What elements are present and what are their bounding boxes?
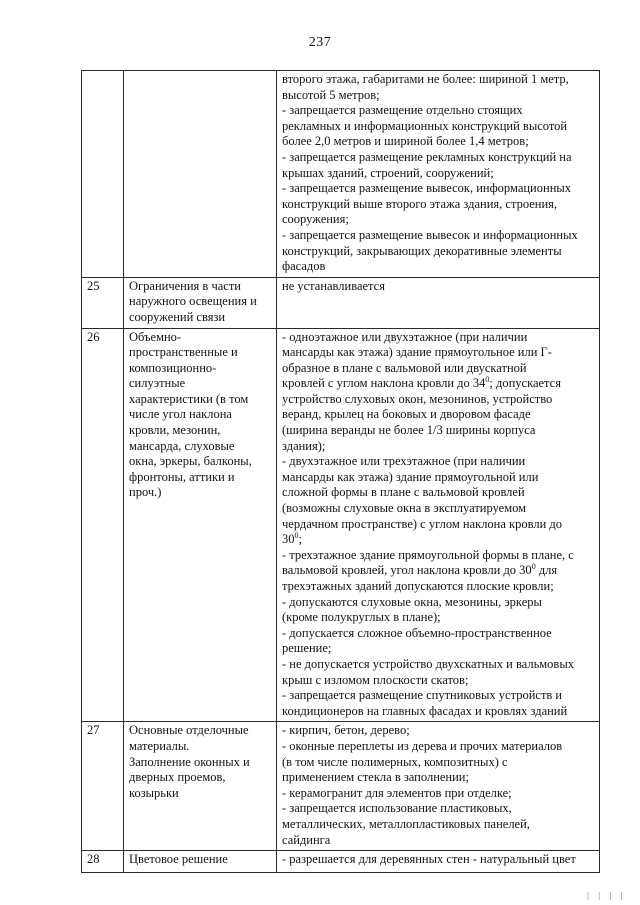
parameter-name-line: композиционно- xyxy=(129,360,217,375)
table-row xyxy=(82,851,600,873)
value-text: не устанавливается xyxy=(282,278,385,293)
parameter-value-line xyxy=(282,501,595,517)
value-text: - одноэтажное или двухэтажное (при наличии xyxy=(282,329,528,344)
parameter-name-line: Ограничения в части xyxy=(129,278,241,293)
value-text: образное в плане с вальмовой или двускатной xyxy=(282,360,527,375)
scan-margin-marks: | | | | xyxy=(586,891,626,900)
parameter-value-line xyxy=(282,563,595,579)
parameter-value-line xyxy=(282,770,595,786)
value-text: (в том числе полимерных, композитных) с xyxy=(282,754,508,769)
parameter-name-line: Заполнение оконных и xyxy=(129,754,250,769)
parameter-value-line xyxy=(282,723,595,739)
parameter-value-cell xyxy=(277,722,600,851)
parameter-name-line: проч.) xyxy=(129,485,162,500)
table-row xyxy=(82,722,600,851)
value-text: - трехэтажное здание прямоугольной формы в плане, с xyxy=(282,547,574,562)
parameter-value-line xyxy=(282,407,595,423)
table-row xyxy=(82,71,600,278)
value-text: - запрещается размещение спутниковых устройств и xyxy=(282,688,563,703)
parameter-value-cell xyxy=(277,851,600,873)
parameter-value-line xyxy=(282,579,595,595)
row-number-cell xyxy=(82,71,124,278)
value-text: мансарды как этажа) здание прямоугольной или xyxy=(282,469,539,484)
value-text: применением стекла в заполнении; xyxy=(282,770,469,785)
value-text: фасадов xyxy=(282,259,326,274)
value-text: чердачном пространстве) с углом наклона кровли до xyxy=(282,516,563,531)
value-text: сооружения; xyxy=(282,212,349,227)
value-text: - запрещается использование пластиковых, xyxy=(282,801,512,816)
parameter-value-line xyxy=(282,197,595,213)
parameter-name-line: фронтоны, аттики и xyxy=(129,469,235,484)
parameter-name-line: наружного освещения и xyxy=(129,294,257,309)
parameter-value-line xyxy=(282,517,595,533)
value-text: сложной формы в плане с вальмовой кровлей xyxy=(282,485,525,500)
parameter-name-cell xyxy=(124,722,277,851)
parameter-value-line xyxy=(282,212,595,228)
parameter-value-line xyxy=(282,439,595,455)
parameter-value-line xyxy=(282,704,595,720)
parameter-value-line xyxy=(282,259,595,275)
value-text: вальмовой кровлей, угол наклона кровли до 30 xyxy=(282,563,532,578)
parameter-value-line xyxy=(282,279,595,295)
value-text: - запрещается размещение вывесок и информационных xyxy=(282,227,578,242)
value-text: крыш с изломом плоскости скатов; xyxy=(282,672,469,687)
parameter-name-line: окна, эркеры, балконы, xyxy=(129,454,252,469)
parameter-value-line xyxy=(282,376,595,392)
parameter-value-line xyxy=(282,166,595,182)
parameter-value-line xyxy=(282,330,595,346)
parameter-name-line: характеристики (в том xyxy=(129,391,249,406)
value-text: трехэтажных зданий допускаются плоские кровли; xyxy=(282,579,554,593)
parameter-name-line: Цветовое решение xyxy=(129,852,228,867)
parameter-value-line xyxy=(282,345,595,361)
parameter-name-line: силуэтные xyxy=(129,376,186,391)
parameter-value-line xyxy=(282,610,595,626)
value-text: - кирпич, бетон, дерево; xyxy=(282,723,410,738)
parameter-value-line xyxy=(282,392,595,408)
value-text: кровлей с углом наклона кровли до 34 xyxy=(282,376,486,391)
parameter-value-line xyxy=(282,626,595,642)
parameter-value-line xyxy=(282,470,595,486)
value-text: - допускается сложное объемно-пространственное xyxy=(282,625,552,640)
value-text: крышах зданий, строений, сооружений; xyxy=(282,165,494,180)
parameter-value-line xyxy=(282,786,595,802)
parameter-value-line xyxy=(282,485,595,501)
parameter-value-line xyxy=(282,688,595,704)
value-text: (ширина веранды не более 1/3 ширины корпуса xyxy=(282,423,536,438)
value-text-continued: ; допускается xyxy=(489,376,561,391)
value-text: - допускаются слуховые окна, мезонины, эркеры xyxy=(282,594,542,609)
parameter-value-cell xyxy=(277,71,600,278)
parameter-name-cell xyxy=(124,71,277,278)
parameter-value-line xyxy=(282,244,595,260)
value-text: - запрещается размещение отдельно стоящих xyxy=(282,103,523,118)
parameter-name-line: Объемно- xyxy=(129,329,182,344)
value-text: - двухэтажное или трехэтажное (при наличии xyxy=(282,454,526,469)
value-text: веранд, крылец на боковых и дворовом фасаде xyxy=(282,407,531,422)
parameter-name-line: материалы. xyxy=(129,738,190,753)
parameter-value-line xyxy=(282,755,595,771)
row-number-cell: 28 xyxy=(82,851,124,873)
value-text: здания); xyxy=(282,438,326,453)
value-text: - не допускается устройство двухскатных и вальмовых xyxy=(282,656,574,671)
parameter-name-line: сооружений связи xyxy=(129,309,226,324)
parameter-name-line: дверных проемов, xyxy=(129,770,226,785)
value-text: 30 xyxy=(282,532,295,547)
parameter-value-line xyxy=(282,817,595,833)
value-text: мансарды как этажа) здание прямоугольное или Г- xyxy=(282,345,552,360)
parameter-value-line xyxy=(282,657,595,673)
parameter-name-line: пространственные и xyxy=(129,345,238,360)
table-row xyxy=(82,328,600,722)
value-text: - оконные переплеты из дерева и прочих материалов xyxy=(282,738,563,753)
parameter-value-line xyxy=(282,801,595,817)
degree-superscript: 0 xyxy=(294,531,299,541)
value-text: высотой 5 метров; xyxy=(282,87,380,102)
parameter-value-line xyxy=(282,673,595,689)
parameter-name-cell xyxy=(124,277,277,328)
value-text: - керамогранит для элементов при отделке; xyxy=(282,785,512,800)
parameter-value-line xyxy=(282,72,595,88)
parameter-name-line: козырьки xyxy=(129,785,179,800)
parameter-value-line xyxy=(282,423,595,439)
parameter-value-line xyxy=(282,150,595,166)
value-text: металлических, металлопластиковых панелей, xyxy=(282,816,530,831)
value-text: конструкций выше второго этажа здания, строения, xyxy=(282,196,558,211)
parameter-name-line: мансарда, слуховые xyxy=(129,438,235,453)
page-number: 237 xyxy=(308,35,332,50)
value-text: (возможны слуховые окна в эксплуатируемом xyxy=(282,501,527,516)
value-text: конструкций, закрывающих декоративные элементы xyxy=(282,243,562,258)
parameter-value-cell xyxy=(277,328,600,722)
parameter-value-line xyxy=(282,119,595,135)
value-text: (кроме полукруглых в плане); xyxy=(282,610,441,625)
regulations-table xyxy=(81,70,600,873)
value-text: устройство слуховых окон, мезонинов, устройство xyxy=(282,391,553,406)
parameter-name-cell xyxy=(124,328,277,722)
row-number-cell: 25 xyxy=(82,277,124,328)
parameter-value-line xyxy=(282,103,595,119)
parameter-value-line xyxy=(282,641,595,657)
parameter-value-line xyxy=(282,181,595,197)
parameter-value-line xyxy=(282,548,595,564)
degree-superscript: 0 xyxy=(531,562,536,572)
parameter-value-cell xyxy=(277,277,600,328)
value-text-continued: ; xyxy=(298,532,302,547)
parameter-value-line xyxy=(282,852,595,868)
value-text: рекламных и информационных конструкций высотой xyxy=(282,118,568,133)
value-text: более 2,0 метров и шириной более 1,4 метров; xyxy=(282,134,529,149)
value-text: сайдинга xyxy=(282,832,331,847)
parameter-name-line: кровли, мезонин, xyxy=(129,423,221,438)
parameter-name-cell xyxy=(124,851,277,873)
parameter-value-line xyxy=(282,228,595,244)
row-number-cell: 26 xyxy=(82,328,124,722)
value-text: решение; xyxy=(282,641,332,656)
value-text: - запрещается размещение рекламных конструкций на xyxy=(282,149,572,164)
parameter-value-line xyxy=(282,833,595,849)
row-number-cell: 27 xyxy=(82,722,124,851)
parameter-value-line xyxy=(282,739,595,755)
value-text: - разрешается для деревянных стен - натуральный цвет xyxy=(282,852,576,867)
parameter-name-line: числе угол наклона xyxy=(129,407,232,422)
parameter-value-line xyxy=(282,134,595,150)
degree-superscript: 0 xyxy=(485,375,490,385)
value-text-continued: для xyxy=(535,563,558,578)
parameter-value-line xyxy=(282,454,595,470)
parameter-value-line xyxy=(282,361,595,377)
table-row xyxy=(82,277,600,328)
value-text: - запрещается размещение вывесок, информационных xyxy=(282,181,572,196)
parameter-name-line: Основные отделочные xyxy=(129,723,249,738)
value-text: второго этажа, габаритами не более: шириной 1 метр, xyxy=(282,72,569,86)
regulations-table-body xyxy=(82,71,600,873)
parameter-value-line xyxy=(282,88,595,104)
value-text: кондиционеров на главных фасадах и кровлях зданий xyxy=(282,703,568,718)
parameter-value-line xyxy=(282,595,595,611)
parameter-value-line xyxy=(282,532,595,548)
